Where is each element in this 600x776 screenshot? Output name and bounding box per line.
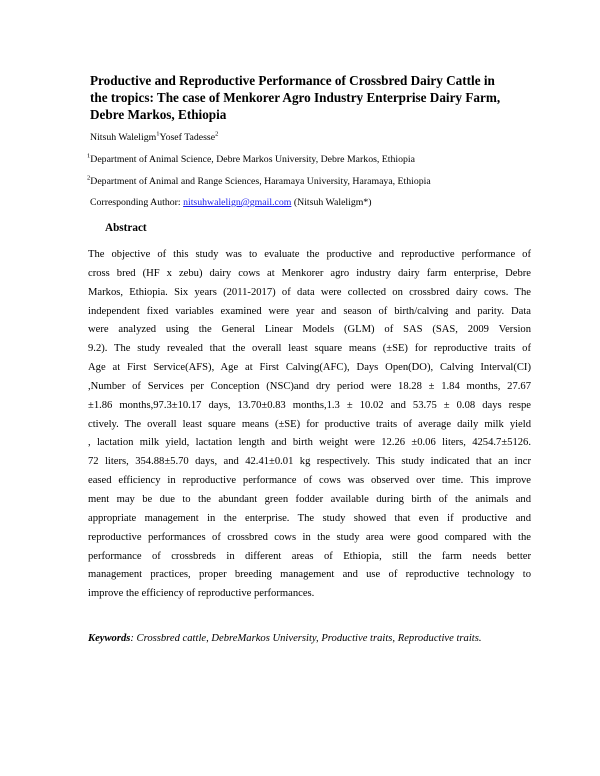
- author-name: Nitsuh Waleligm: [90, 132, 157, 143]
- corresponding-author: [90, 196, 372, 209]
- affiliation-text: Department of Animal Science, Debre Markos University, Debre Markos, Ethiopia: [90, 154, 415, 165]
- title-line: Productive and Reproductive Performance of Crossbred Dairy Cattle in: [90, 73, 495, 88]
- author-name: Yosef Tadesse: [159, 132, 216, 143]
- abstract-line: ctively. The overall least square means (±SE) for productive traits of average daily milk yield: [88, 418, 531, 430]
- paper-title: [90, 72, 530, 123]
- abstract-line: management practices, proper breeding management and use of reproductive technology to: [88, 569, 531, 581]
- title-line: Debre Markos, Ethiopia: [90, 107, 227, 122]
- author-list: [90, 131, 218, 144]
- corresponding-name: (Nitsuh Waleligm*): [291, 197, 372, 208]
- abstract-line: 72 liters, 354.88±5.70 days, and 42.41±0.01 kg respectively. This study indicated that an incr: [88, 456, 531, 468]
- abstract-line: cross bred (HF x zebu) dairy cows at Menkorer agro industry dairy farm enterprise, Debre: [88, 267, 531, 279]
- corresponding-email-link[interactable]: nitsuhwalelign@gmail.com: [183, 197, 292, 208]
- abstract-line: appropriate management in the enterprise. The study showed that even if productive and: [88, 512, 531, 524]
- abstract-line: The objective of this study was to evaluate the productive and reproductive performance of: [88, 249, 531, 260]
- abstract-line: were analyzed using the General Linear Models (GLM) of SAS (SAS, 2009 Version: [88, 324, 531, 336]
- abstract-heading: Abstract: [105, 222, 147, 234]
- affiliation-text: Department of Animal and Range Sciences, Haramaya University, Haramaya, Ethiopia: [90, 176, 431, 187]
- abstract-line: ±1.86 months,97.3±10.17 days, 13.70±0.83 months,1.3 ± 10.02 and 53.75 ± 0.08 days respe: [88, 399, 531, 411]
- abstract-line: Age at First Service(AFS), Age at First Calving(AFC), Days Open(DO), Calving Interval(CI): [88, 362, 531, 374]
- abstract-line: 9.2). The study revealed that the overall least square means (±SE) for reproductive traits of: [88, 343, 531, 355]
- keywords-label: Keywords: [88, 633, 131, 644]
- affiliation-mark: 2: [87, 174, 91, 182]
- abstract-body: [88, 246, 531, 604]
- abstract-line: , lactation milk yield, lactation length and birth weight were 12.26 ±0.06 liters, 4254.7±5126.: [88, 437, 531, 449]
- title-line: the tropics: The case of Menkorer Agro Industry Enterprise Dairy Farm,: [90, 90, 501, 105]
- author-affiliation-mark: 2: [215, 130, 219, 138]
- abstract-line: Markos, Ethiopia. Six years (2011-2017) of data were collected on crossbred dairy cows. The: [88, 286, 531, 298]
- abstract-line: ment may be due to the abundant green fodder available during birth of the animals and: [88, 493, 531, 505]
- abstract-line: independent fixed variables examined were year and season of birth/calving and parity. Data: [88, 305, 531, 317]
- keywords: [88, 632, 533, 646]
- affiliation: [87, 153, 415, 166]
- corresponding-label: Corresponding Author:: [90, 197, 184, 208]
- abstract-line: reproductive performances of crossbred cows in the study area were good compared with the: [88, 531, 531, 543]
- abstract-line: improve the efficiency of reproductive performances.: [88, 588, 315, 600]
- keywords-text: : Crossbred cattle, DebreMarkos University, Productive traits, Reproductive traits.: [130, 633, 482, 644]
- affiliation-mark: 1: [87, 152, 91, 160]
- author-affiliation-mark: 1: [156, 130, 160, 138]
- abstract-line: ,Number of Services per Conception (NSC)and dry period were 18.28 ± 1.84 months, 27.67: [88, 380, 531, 392]
- abstract-line: eased efficiency in reproductive performance of cows was observed over time. This improve: [88, 475, 531, 487]
- affiliation: [87, 175, 431, 188]
- abstract-line: performance of crossbreds in different areas of Ethiopia, still the farm needs better: [88, 550, 531, 562]
